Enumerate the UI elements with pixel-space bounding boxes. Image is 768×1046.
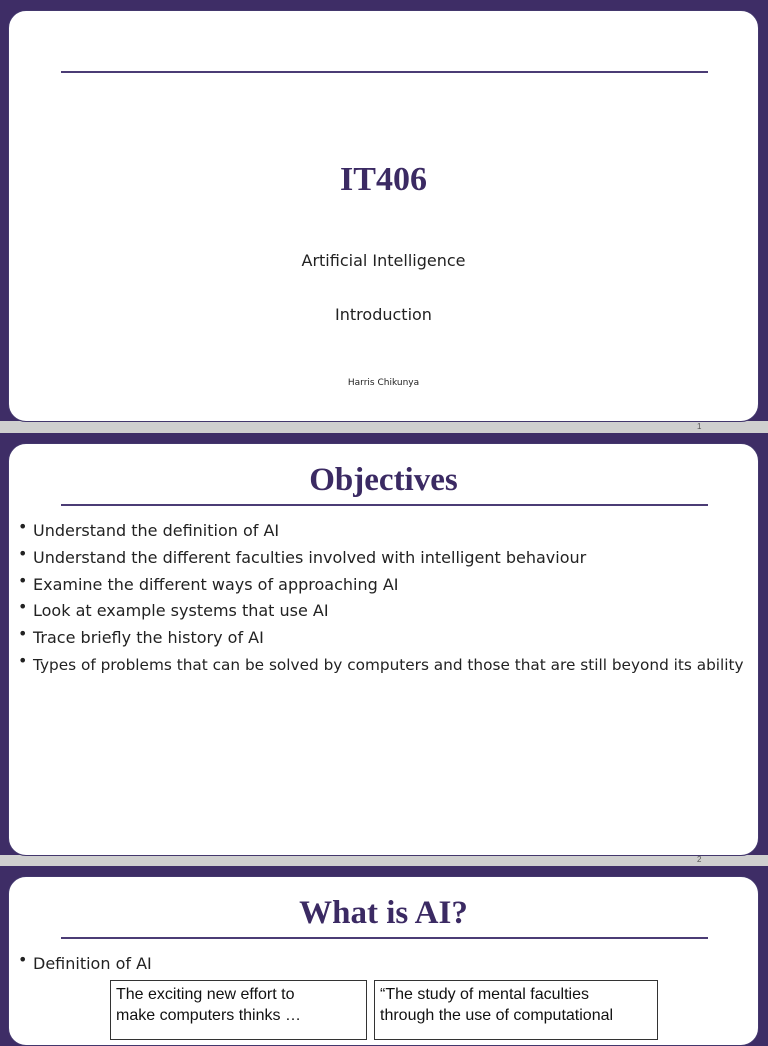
author-name: Harris Chikunya xyxy=(347,378,420,388)
heading-rule xyxy=(61,937,708,939)
definition-line: through the use of computational xyxy=(380,1007,614,1024)
course-title: IT406 xyxy=(340,161,427,198)
slide-heading: Objectives xyxy=(309,462,458,498)
course-subtitle: Artificial Intelligence xyxy=(301,251,466,270)
slide-objectives[interactable] xyxy=(8,443,759,856)
list-item: • Examine the different ways of approaching AI xyxy=(15,572,744,599)
list-item: • Definition of AI xyxy=(15,951,152,978)
heading-rule xyxy=(61,504,708,506)
definition-box xyxy=(110,980,367,1040)
definition-line: The exciting new effort to xyxy=(116,986,295,1003)
list-item: • Understand the different faculties involved with intelligent behaviour xyxy=(15,545,744,572)
title-rule xyxy=(61,71,708,73)
bullet-list xyxy=(15,951,152,978)
slide-number: 2 xyxy=(697,855,702,864)
slide-gap xyxy=(0,855,768,866)
list-item: • Look at example systems that use AI xyxy=(15,598,744,625)
definition-line: “The study of mental faculties xyxy=(380,986,589,1003)
list-item: • Understand the definition of AI xyxy=(15,518,744,545)
list-item: • Types of problems that can be solved by computers and those that are still beyond its ability xyxy=(15,652,744,679)
definition-line: make computers thinks … xyxy=(116,1007,301,1024)
slide-heading: What is AI? xyxy=(299,895,468,931)
list-item: • Trace briefly the history of AI xyxy=(15,625,744,652)
slide-number: 1 xyxy=(697,422,702,431)
section-label: Introduction xyxy=(335,305,432,324)
slide-gap xyxy=(0,421,768,433)
slide-title[interactable] xyxy=(8,10,759,422)
slide-what-is-ai[interactable] xyxy=(8,876,759,1046)
objectives-list xyxy=(15,518,744,679)
definition-box xyxy=(374,980,658,1040)
